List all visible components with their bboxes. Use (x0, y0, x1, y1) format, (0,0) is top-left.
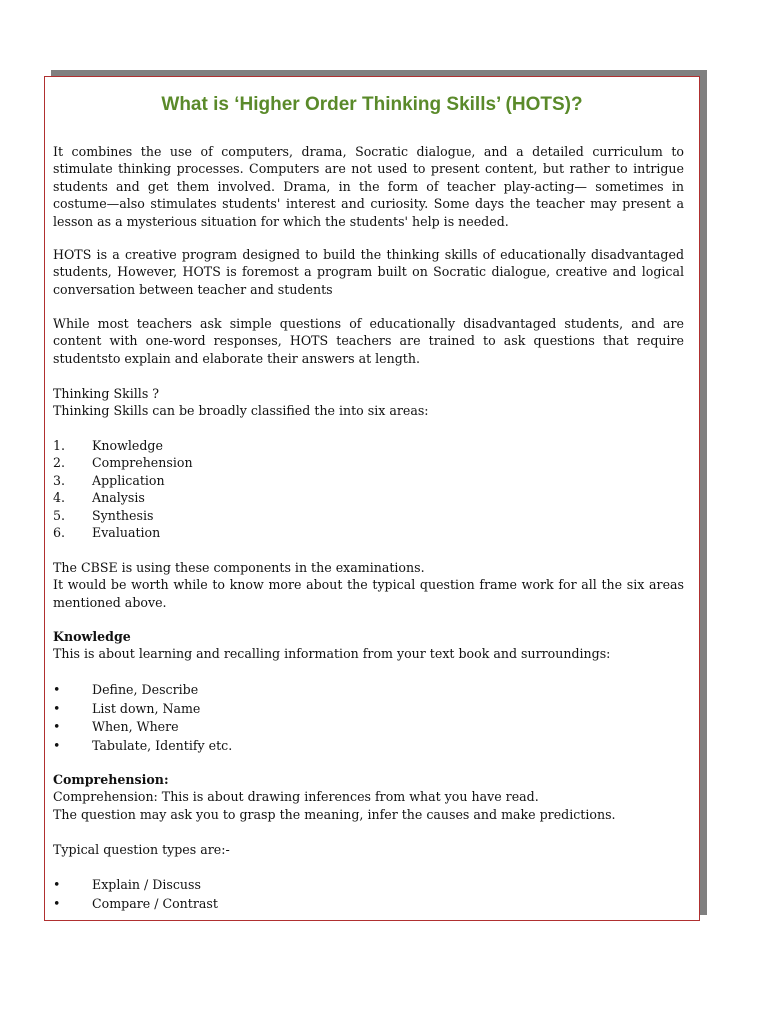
knowledge-description: This is about learning and recalling information from your text book and surroundings: (53, 646, 611, 662)
list-item-label: Knowledge (92, 438, 163, 453)
list-item-label: Evaluation (92, 525, 161, 541)
list-marker: 3. (53, 472, 66, 488)
list-marker: • (53, 719, 61, 734)
list-marker: • (53, 877, 61, 892)
area-list-item (53, 524, 684, 541)
cbse-line: The CBSE is using these components in the examinations. (53, 560, 425, 575)
knowledge-heading: Knowledge (53, 629, 131, 644)
knowledge-section (53, 628, 684, 663)
comprehension-bullet-item (53, 895, 684, 914)
list-item-label: When, Where (92, 719, 179, 734)
list-item-label: Synthesis (92, 507, 154, 523)
list-item-label: Analysis (92, 490, 145, 506)
list-marker: 1. (53, 438, 66, 453)
area-list-item (53, 507, 684, 524)
comprehension-description: Comprehension: This is about drawing inferences from what you have read. (53, 789, 539, 805)
list-marker: • (53, 700, 61, 716)
list-marker: 6. (53, 525, 66, 541)
paragraph-intro (53, 143, 684, 230)
comprehension-description: The question may ask you to grasp the meaning, infer the causes and make predictions. (53, 806, 616, 822)
six-areas-list (53, 437, 684, 541)
list-item-label: Application (92, 472, 165, 488)
list-item-label: Explain / Discuss (92, 877, 201, 892)
area-list-item (53, 454, 684, 471)
document-page (44, 76, 700, 921)
list-marker: 4. (53, 490, 66, 506)
cbse-line: It would be worth while to know more about the typical question frame work for all the six areas mentioned above. (53, 577, 684, 610)
list-marker: • (53, 682, 61, 697)
comprehension-bullets (53, 876, 684, 913)
list-item-label: Compare / Contrast (92, 895, 218, 911)
list-marker: 2. (53, 455, 66, 471)
list-item-label: List down, Name (92, 700, 201, 716)
list-item-label: Define, Describe (92, 682, 199, 697)
knowledge-bullet-item (53, 681, 684, 700)
list-marker: • (53, 895, 61, 911)
typical-question-types-label: Typical question types are:- (53, 842, 230, 857)
comprehension-bullet-item (53, 876, 684, 895)
list-item-label: Comprehension (92, 455, 193, 471)
paragraph-teachers (53, 315, 684, 367)
comprehension-section (53, 771, 684, 823)
knowledge-bullet-item (53, 718, 684, 737)
knowledge-bullet-item (53, 737, 684, 756)
paragraph-text: While most teachers ask simple questions of educationally disadvantaged students, and are content with one-word responses, HOTS teachers are trained to ask questions that require studentsto explain and elaborate their answers at length. (53, 316, 684, 366)
comprehension-heading: Comprehension: (53, 772, 169, 787)
knowledge-bullet-item (53, 700, 684, 719)
paragraph-text: HOTS is a creative program designed to build the thinking skills of educationally disadvantaged students, However, HOTS is foremost a program built on Socratic dialogue, creative and logical conversation between teacher and students (53, 247, 684, 297)
knowledge-bullets (53, 681, 684, 755)
area-list-item (53, 489, 684, 506)
paragraph-text: It combines the use of computers, drama, Socratic dialogue, and a detailed curriculum to stimulate thinking processes. Computers are not used to present content, but rather to intrigue students and get them involved. Drama, in the form of teacher play-acting— sometimes in costume—also stimulates students' interest and curiosity. Some days the teacher may present a lesson as a mysterious situation for which the students' help is needed. (53, 144, 684, 229)
typical-question-types (53, 841, 684, 858)
area-list-item (53, 472, 684, 489)
thinking-skills-intro: Thinking Skills can be broadly classified the into six areas: (53, 403, 429, 419)
cbse-paragraph (53, 559, 684, 611)
area-list-item (53, 437, 684, 454)
thinking-skills-section (53, 385, 684, 420)
list-marker: • (53, 737, 61, 753)
list-marker: 5. (53, 507, 66, 523)
paragraph-hots (53, 246, 684, 298)
thinking-skills-question: Thinking Skills ? (53, 386, 160, 401)
document-title: What is ‘Higher Order Thinking Skills’ (HOTS)? (161, 94, 583, 115)
list-item-label: Tabulate, Identify etc. (92, 737, 233, 753)
